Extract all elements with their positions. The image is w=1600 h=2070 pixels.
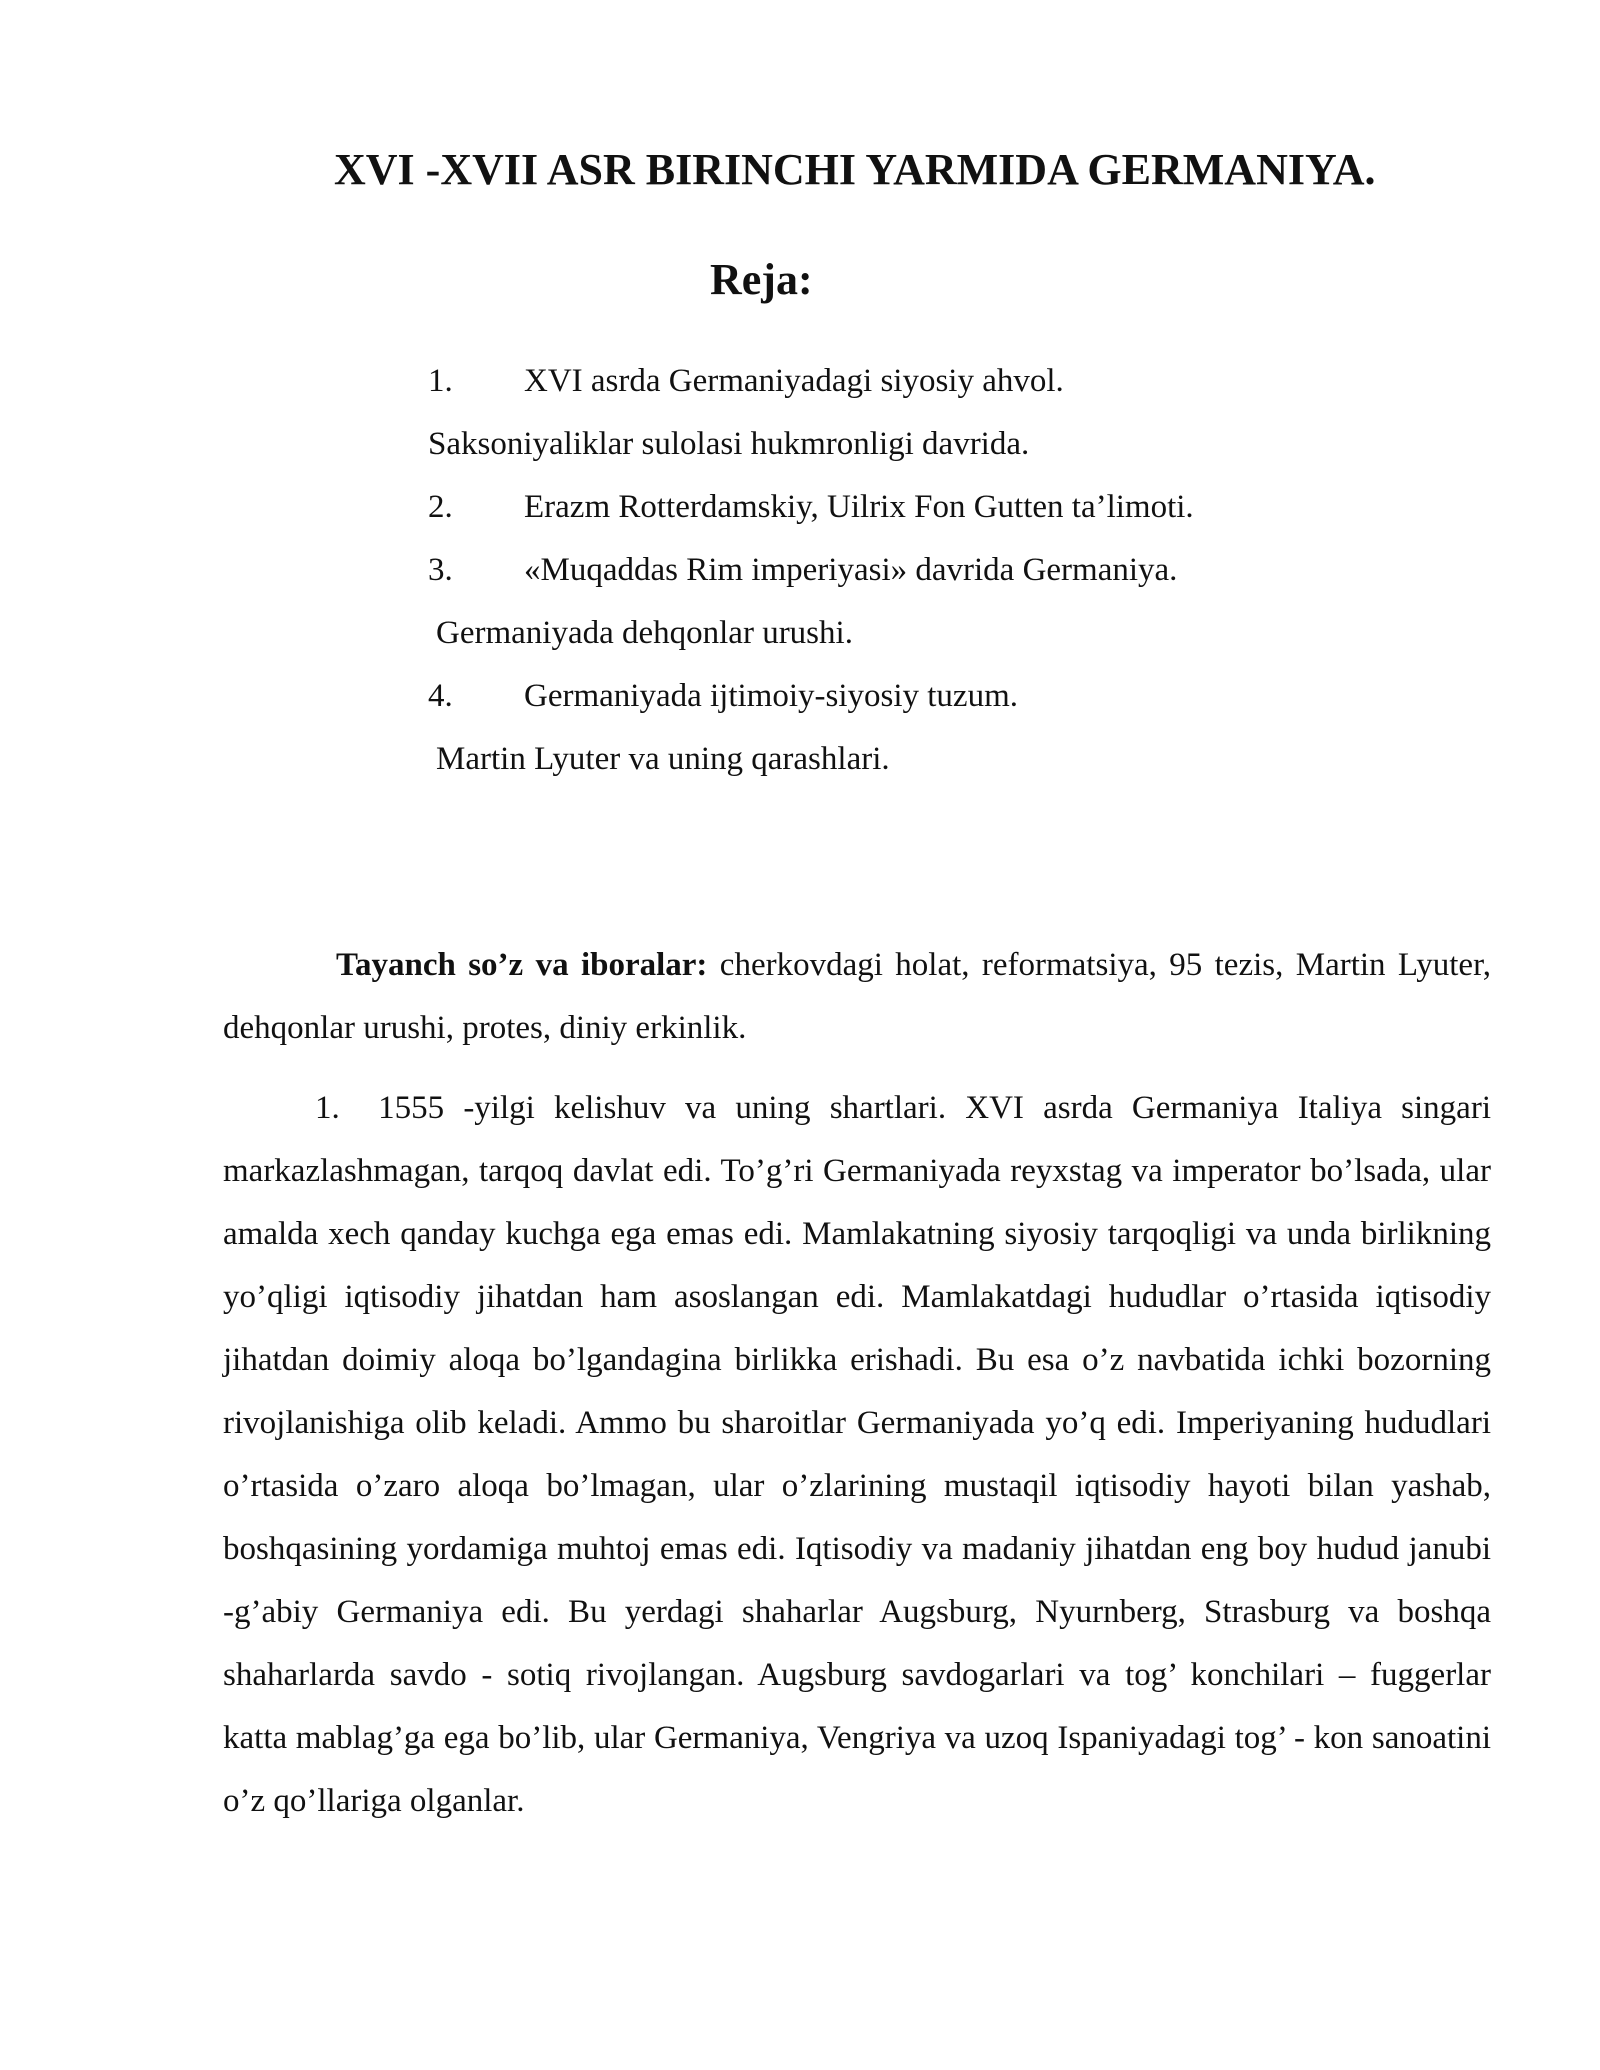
- plan-item-number: 2.: [428, 489, 453, 525]
- paragraph-text: 1555 -yilgi kelishuv va uning shartlari. XVI asrda Germaniya Italiya singari markazlashmagan, tarqoq davlat edi. To’g’ri Germaniyada reyxstag va imperator bo’lsada, ular amalda xech qanday kuchga ega emas edi. Mamlakatning siyosiy tarqoqligi va unda birlikning yo’qligi iqtisodiy jihatdan ham asoslangan edi. Mamlakatdagi hududlar o’rtasida iqtisodiy jihatdan doimiy aloqa bo’lgandagina birlikka erishadi. Bu esa o’z navbatida ichki bozorning rivojlanishiga olib keladi. Ammo bu sharoitlar Germaniyada yo’q edi. Imperiyaning hududlari o’rtasida o’zaro aloqa bo’lmagan, ular o’zlarining mustaqil iqtisodiy hayoti bilan yashab, boshqasining yordamiga muhtoj emas edi. Iqtisodiy va madaniy jihatdan eng boy hudud janubi -g’abiy Germaniya edi. Bu yerdagi shaharlar Augsburg, Nyurnberg, Strasburg va boshqa shaharlarda savdo - sotiq rivojlangan. Augsburg savdogarlari va tog’ konchilari – fuggerlar katta mablag’ga ega bo’lib, ular Germaniya, Vengriya va uzoq Ispaniyadagi tog’ - kon sanoatini o’z qo’llariga olganlar.: [223, 1090, 1491, 1819]
- plan-item-text: Erazm Rotterdamskiy, Uilrix Fon Gutten ta’limoti.: [524, 489, 1194, 525]
- plan-item: [428, 476, 1428, 539]
- keywords-text: cherkovdagi holat, reformatsiya, 95 tezis, Martin Lyuter, dehqonlar urushi, protes, diniy erkinlik.: [223, 947, 1491, 1046]
- paragraph-number: 1.: [315, 1090, 340, 1126]
- keywords-paragraph: [223, 934, 1491, 1060]
- plan-item: [428, 539, 1428, 602]
- body-paragraph: [223, 1077, 1491, 1833]
- plan-item-text: «Muqaddas Rim imperiyasi» davrida Germaniya.: [524, 552, 1178, 588]
- keywords-label: Tayanch so’z va iboralar:: [336, 947, 708, 983]
- plan-item-text: Germaniyada ijtimoiy-siyosiy tuzum.: [524, 678, 1019, 714]
- plan-item: [428, 665, 1428, 728]
- plan-item-continuation: Martin Lyuter va uning qarashlari.: [436, 741, 890, 777]
- plan-list: [428, 350, 1428, 791]
- plan-item-number: 1.: [428, 363, 453, 399]
- plan-item-text: XVI asrda Germaniyadagi siyosiy ahvol.: [524, 363, 1064, 399]
- plan-item-number: 4.: [428, 678, 453, 714]
- plan-heading: Reja:: [710, 255, 813, 304]
- plan-item: [428, 350, 1428, 413]
- plan-item-continuation: Germaniyada dehqonlar urushi.: [436, 615, 853, 651]
- plan-item-number: 3.: [428, 552, 453, 588]
- document-title: XVI -XVII ASR BIRINCHI YARMIDA GERMANIYA.: [334, 145, 1376, 194]
- plan-item-continuation: Saksoniyaliklar sulolasi hukmronligi davrida.: [428, 426, 1030, 462]
